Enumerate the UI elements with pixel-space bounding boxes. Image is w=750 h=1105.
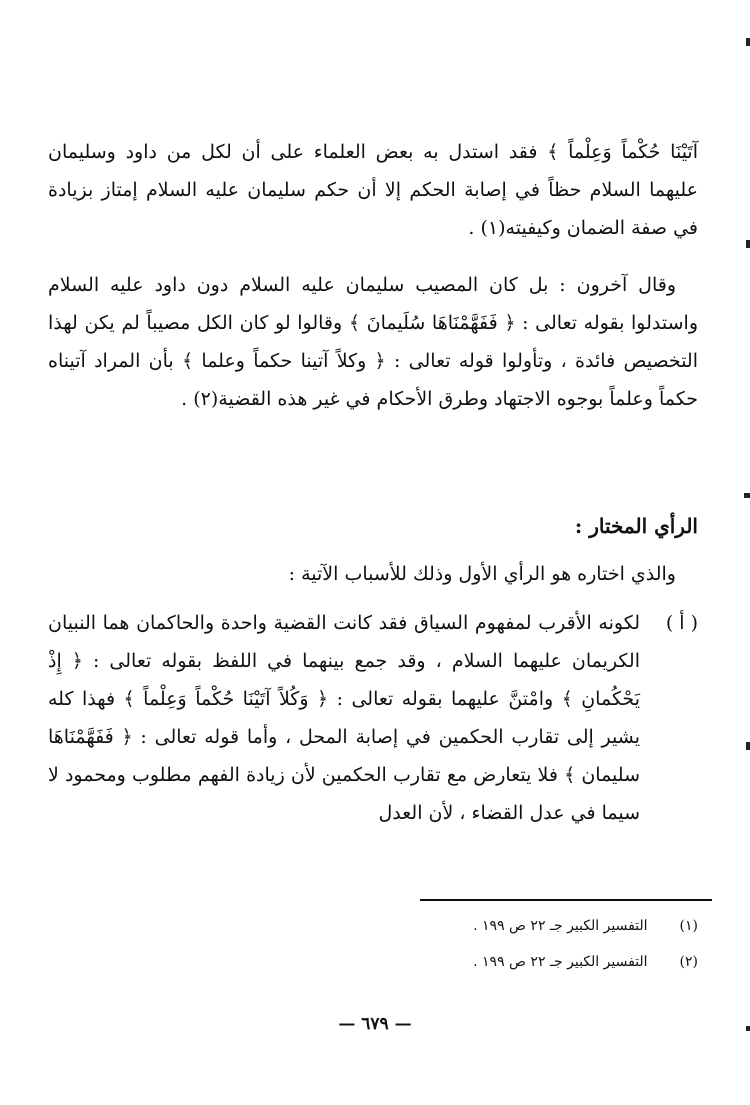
scan-edge-mark	[746, 742, 750, 750]
footnote-separator	[420, 899, 712, 901]
footnote-2-number: (٢)	[679, 954, 698, 970]
list-item-label-a: ( أ )	[665, 612, 698, 634]
scan-edge-mark	[746, 240, 750, 248]
list-item-text-a: لكونه الأقرب لمفهوم السياق فقد كانت القضية واحدة والحاكمان هما النبيان الكريمان عليهما السلام ، وقد جمع بينهما في اللفظ بقوله تعالى : ﴿ إِذْ يَحْكُمانِ ﴾ وامْتنَّ عليهما بقوله تعالى : ﴿ وَكُلاً آتَيْنَا حُكْماً وَعِلْماً ﴾ فهذا كله يشير إلى تقارب الحكمين في إصابة المحل ، وأما قوله تعالى : ﴿ فَفَهَّمْنَاهَا سليمان ﴾ فلا يتعارض مع تقارب الحكمين لأن زيادة الفهم مطلوب ومحمود لا سيما في عدل القضاء ، لأن العدل	[48, 612, 640, 824]
section-heading: الرأي المختار :	[574, 514, 698, 538]
scan-edge-mark	[746, 38, 750, 46]
footnote-1-number: (١)	[679, 918, 698, 934]
footnote-1-text: التفسير الكبير جـ ٢٢ ص ١٩٩ .	[473, 918, 648, 934]
footnote-1	[473, 915, 698, 937]
paragraph-2: وقال آخرون : بل كان المصيب سليمان عليه السلام دون داود عليه السلام واستدلوا بقوله تعالى : ﴿ فَفَهَّمْنَاهَا سُلَيمانَ ﴾ وقالوا لو كان الكل مصيباً لم يكن لهذا التخصيص فائدة ، وتأولوا قوله تعالى : ﴿ وكلاً آتينا حكماً وعلما ﴾ بأن المراد آتيناه حكماً وعلماً بوجوه الاجتهاد وطرق الأحكام في غير هذه القضية(٢) .	[48, 274, 698, 410]
paragraph-1: آتَيْنَا حُكْماً وَعِلْماً ﴾ فقد استدل به بعض العلماء على أن لكل من داود وسليمان عليهما السلام حظاً في إصابة الحكم إلا أن حكم سليمان عليه السلام إمتاز بزيادة في صفة الضمان وكيفيته(١) .	[48, 141, 698, 239]
scan-edge-mark	[746, 1026, 750, 1031]
footnote-2-text: التفسير الكبير جـ ٢٢ ص ١٩٩ .	[473, 954, 648, 970]
page-number: — ٦٧٩ —	[338, 1014, 412, 1034]
paragraph-3: والذي اختاره هو الرأي الأول وذلك للأسباب الآتية :	[288, 563, 676, 585]
footnote-2	[473, 951, 698, 973]
scan-edge-mark	[744, 493, 750, 498]
